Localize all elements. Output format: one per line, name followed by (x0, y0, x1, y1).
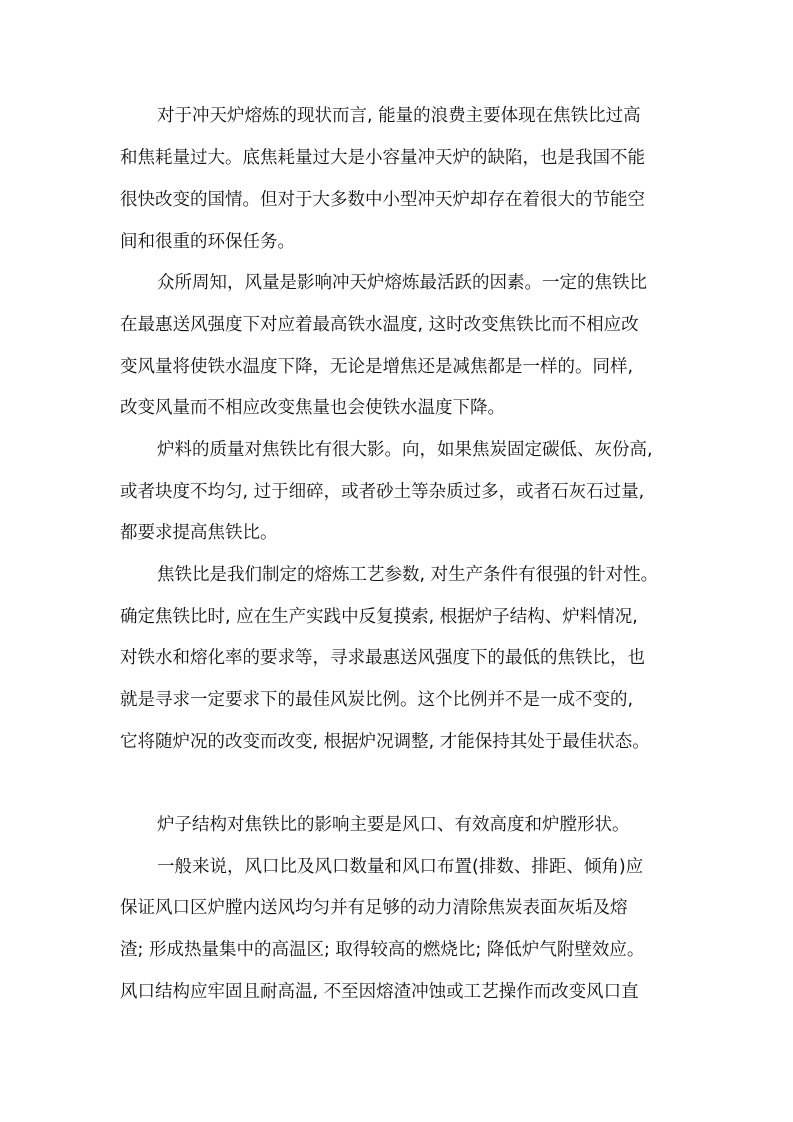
text-line: 在最惠送风强度下对应着最高铁水温度, 这时改变焦铁比而不相应改 (120, 315, 639, 335)
text-line: 对于冲天炉熔炼的现状而言, 能量的浪费主要体现在焦铁比过高 (157, 106, 641, 126)
text-line: 或者块度不均匀, 过于细碎，或者砂土等杂质过多，或者石灰石过量, (120, 482, 645, 502)
text-line: 间和很重的环保任务。 (120, 232, 295, 252)
text-line: 风口结构应牢固且耐高温, 不至因熔渣冲蚀或工艺操作而改变风口直 (120, 982, 639, 1002)
text-line: 炉子结构对焦铁比的影响主要是风口、有效高度和炉膛形状。 (157, 815, 630, 835)
text-line: 炉料的质量对焦铁比有很大影。向，如果焦炭固定碳低、灰份高, (157, 440, 653, 460)
text-line: 改变风量而不相应改变焦量也会使铁水温度下降。 (120, 398, 505, 418)
text-line: 确定焦铁比时, 应在生产实践中反复摸索, 根据炉子结构、炉料情况, (120, 607, 638, 627)
text-line: 变风量将使铁水温度下降，无论是增焦还是减焦都是一样的。同样, (120, 357, 634, 377)
text-line: 它将随炉况的改变而改变, 根据炉况调整, 才能保持其处于最佳状态。 (120, 732, 650, 752)
text-line: 渣; 形成热量集中的高温区; 取得较高的燃烧比; 降低炉气附壁效应。 (120, 940, 645, 960)
text-line: 就是寻求一定要求下的最佳风炭比例。这个比例并不是一成不变的, (120, 690, 634, 710)
text-line: 保证风口区炉膛内送风均匀并有足够的动力清除焦炭表面灰垢及熔 (120, 898, 628, 918)
text-line: 众所周知，风量是影响冲天炉熔炼最活跃的因素。一定的焦铁比 (157, 273, 647, 293)
text-line: 很快改变的国情。但对于大多数中小型冲天炉却存在着很大的节能空 (120, 190, 645, 210)
text-line: 都要求提高焦铁比。 (120, 523, 278, 543)
text-line: 焦铁比是我们制定的熔炼工艺参数, 对生产条件有很强的针对性。 (157, 565, 659, 585)
text-line: 一般来说，风口比及风口数量和风口布置(排数、排距、倾角)应 (157, 857, 644, 877)
text-line: 和焦耗量过大。底焦耗量过大是小容量冲天炉的缺陷，也是我国不能 (120, 148, 645, 168)
text-line: 对铁水和熔化率的要求等，寻求最惠送风强度下的最低的焦铁比，也 (120, 648, 645, 668)
